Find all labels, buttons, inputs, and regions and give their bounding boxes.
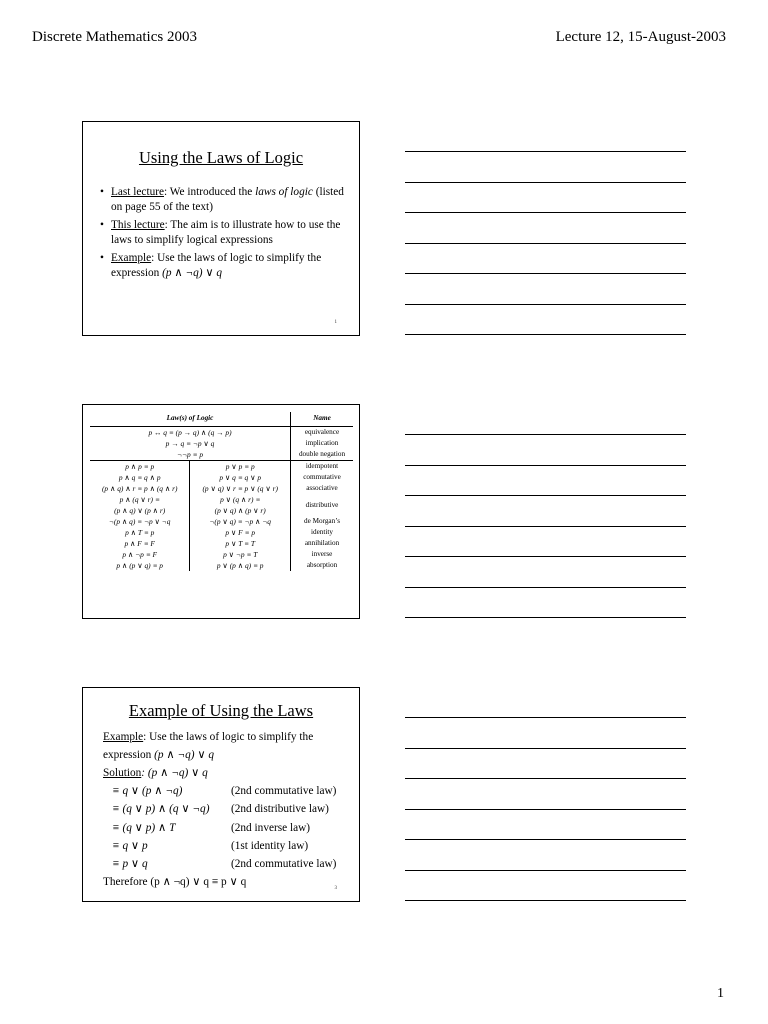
law-formula-line: p ∨ (q ∧ r) ≡ (220, 495, 261, 504)
slide-number: 3 (334, 886, 337, 891)
law-formula-line: (p ∨ q) ∧ (p ∨ r) (214, 506, 266, 515)
law-formula-line: p ∧ (q ∨ r) ≡ (119, 495, 160, 504)
table-row (90, 427, 353, 439)
note-line (405, 243, 686, 244)
note-line (405, 778, 686, 779)
law-formula-or: p ∨ p ≡ p (190, 461, 291, 473)
table-row (90, 538, 353, 549)
bullet-label: Example (111, 252, 152, 264)
note-line (405, 273, 686, 274)
note-line (405, 212, 686, 213)
law-formula: p ↔ q ≡ (p → q) ∧ (q → p) (148, 428, 232, 437)
step-expression: ≡ q ∨ p (112, 839, 148, 852)
law-formula-and: p ∧ p ≡ p (90, 461, 190, 473)
bullet-text: : The aim is to illustrate how to use the laws to simplify logical expressions (111, 219, 341, 246)
bullet-label: This lecture (111, 219, 165, 231)
law-formula: p → q ≡ ¬p ∨ q (165, 439, 215, 448)
example-label: Example (103, 731, 144, 743)
table-row (90, 527, 353, 538)
document-header-course: Discrete Mathematics 2003 (32, 29, 197, 45)
law-formula-or: p ∨ T ≡ T (225, 539, 255, 548)
bullet-dot-icon: • (100, 186, 104, 198)
table-header-law: Law(s) of Logic (90, 412, 291, 427)
table-row (90, 516, 353, 527)
solution-expression: : (p ∧ ¬q) ∨ q (141, 767, 208, 779)
note-line (405, 334, 686, 335)
law-name: annihilation (291, 538, 354, 549)
note-line (405, 839, 686, 840)
law-formula-or: p ∨ q ≡ q ∨ p (219, 473, 262, 482)
conclusion-line: Therefore (p ∧ ¬q) ∨ q ≡ p ∨ q (103, 876, 247, 889)
solution-line (103, 764, 351, 782)
law-formula-or: ¬(p ∨ q) ≡ ¬p ∧ ¬q (209, 517, 271, 526)
note-line (405, 900, 686, 901)
slide-using-laws (82, 121, 360, 336)
table-row (90, 472, 353, 483)
derivation-step (103, 800, 351, 818)
note-line (405, 465, 686, 466)
step-expression: ≡ (q ∨ p) ∧ (q ∨ ¬q) (112, 803, 210, 816)
law-formula-and (90, 494, 190, 516)
law-formula-line: (p ∧ q) ∨ (p ∧ r) (114, 506, 166, 515)
law-name: idempotent (291, 461, 354, 473)
step-expression: ≡ (q ∨ p) ∧ T (112, 821, 176, 834)
example-line (103, 746, 351, 764)
step-expression: ≡ p ∨ q (112, 858, 148, 871)
law-formula-and: p ∧ q ≡ q ∧ p (90, 472, 190, 483)
step-law: (2nd commutative law) (231, 785, 337, 797)
note-line (405, 587, 686, 588)
law-formula-or: p ∨ (p ∧ q) ≡ p (216, 561, 264, 570)
bullet-dot-icon: • (100, 219, 104, 231)
example-expression: (p ∧ ¬q) ∨ q (154, 749, 215, 761)
bullet-text: (listed on page 55 of the text) (111, 186, 344, 213)
derivation-step (103, 782, 351, 800)
derivation-step (103, 855, 351, 873)
table-row (90, 494, 353, 516)
example-text: : Use the laws of logic to simplify the (143, 731, 314, 743)
law-formula-and: p ∧ F ≡ F (90, 538, 190, 549)
law-formula-and: ¬(p ∧ q) ≡ ¬p ∨ ¬q (90, 516, 190, 527)
note-line (405, 870, 686, 871)
example-line (103, 728, 351, 746)
slide-number: 1 (334, 320, 337, 325)
derivation-step (103, 837, 351, 855)
bullet-last-lecture (100, 185, 345, 214)
law-formula-or: p ∨ F ≡ p (225, 528, 256, 537)
bullet-text: : We introduced the (164, 186, 256, 198)
note-line (405, 495, 686, 496)
law-name: equivalence (291, 427, 354, 439)
law-name: distributive (291, 494, 354, 516)
note-line (405, 526, 686, 527)
note-line (405, 182, 686, 183)
bullet-text: : Use the laws of logic to simplify the expression (111, 252, 322, 279)
bullet-dot-icon: • (100, 252, 104, 264)
step-law: (1st identity law) (231, 839, 309, 852)
table-row (90, 483, 353, 494)
law-formula-or: (p ∨ q) ∨ r ≡ p ∨ (q ∨ r) (202, 484, 278, 493)
bullet-label: Last lecture (111, 186, 165, 198)
law-name: identity (291, 527, 354, 538)
note-line (405, 434, 686, 435)
note-line (405, 151, 686, 152)
slide-example-laws (82, 687, 360, 902)
note-line (405, 556, 686, 557)
bullet-emphasis: laws of logic (255, 186, 313, 198)
law-formula-and: p ∧ T ≡ p (90, 527, 190, 538)
example-body (103, 728, 351, 891)
bullet-expression: (p ∧ ¬q) ∨ q (162, 266, 223, 279)
law-name: inverse (291, 549, 354, 560)
law-formula-and: p ∧ (p ∨ q) ≡ p (90, 560, 190, 571)
table-row (90, 461, 353, 473)
law-formula: ¬¬p ≡ p (176, 450, 204, 459)
step-law: (2nd inverse law) (231, 821, 311, 834)
document-header-lecture: Lecture 12, 15-August-2003 (555, 29, 726, 45)
solution-label: Solution (103, 767, 142, 779)
table-row (90, 438, 353, 449)
law-name: double negation (291, 449, 354, 461)
law-formula-or (190, 494, 291, 516)
law-name: commutative (291, 472, 354, 483)
law-name: associative (291, 483, 354, 494)
law-name: implication (291, 438, 354, 449)
law-name: absorption (291, 560, 354, 571)
note-line (405, 748, 686, 749)
example-text: expression (103, 749, 155, 761)
bullet-list (100, 185, 345, 284)
note-line (405, 617, 686, 618)
bullet-example (100, 251, 345, 280)
slide-title: Example of Using the Laws (128, 701, 314, 720)
law-formula-or: p ∨ ¬p ≡ T (223, 550, 258, 559)
table-row (90, 560, 353, 571)
slide-laws-table (82, 404, 360, 619)
table-row (90, 549, 353, 560)
table-header-name: Name (291, 412, 354, 427)
note-line (405, 717, 686, 718)
law-formula-and: p ∧ ¬p ≡ F (90, 549, 190, 560)
step-expression: ≡ q ∨ (p ∧ ¬q) (112, 785, 183, 797)
laws-of-logic-table (90, 412, 353, 571)
page-number: 1 (717, 986, 724, 1001)
step-law: (2nd commutative law) (231, 858, 337, 871)
derivation-step (103, 819, 351, 837)
table-row (90, 449, 353, 461)
bullet-this-lecture (100, 218, 345, 247)
slide-title: Using the Laws of Logic (138, 148, 304, 167)
law-formula-and: (p ∧ q) ∧ r ≡ p ∧ (q ∧ r) (90, 483, 190, 494)
note-line (405, 809, 686, 810)
law-name: de Morgan’s (291, 516, 354, 527)
step-law: (2nd distributive law) (231, 803, 329, 816)
note-line (405, 304, 686, 305)
